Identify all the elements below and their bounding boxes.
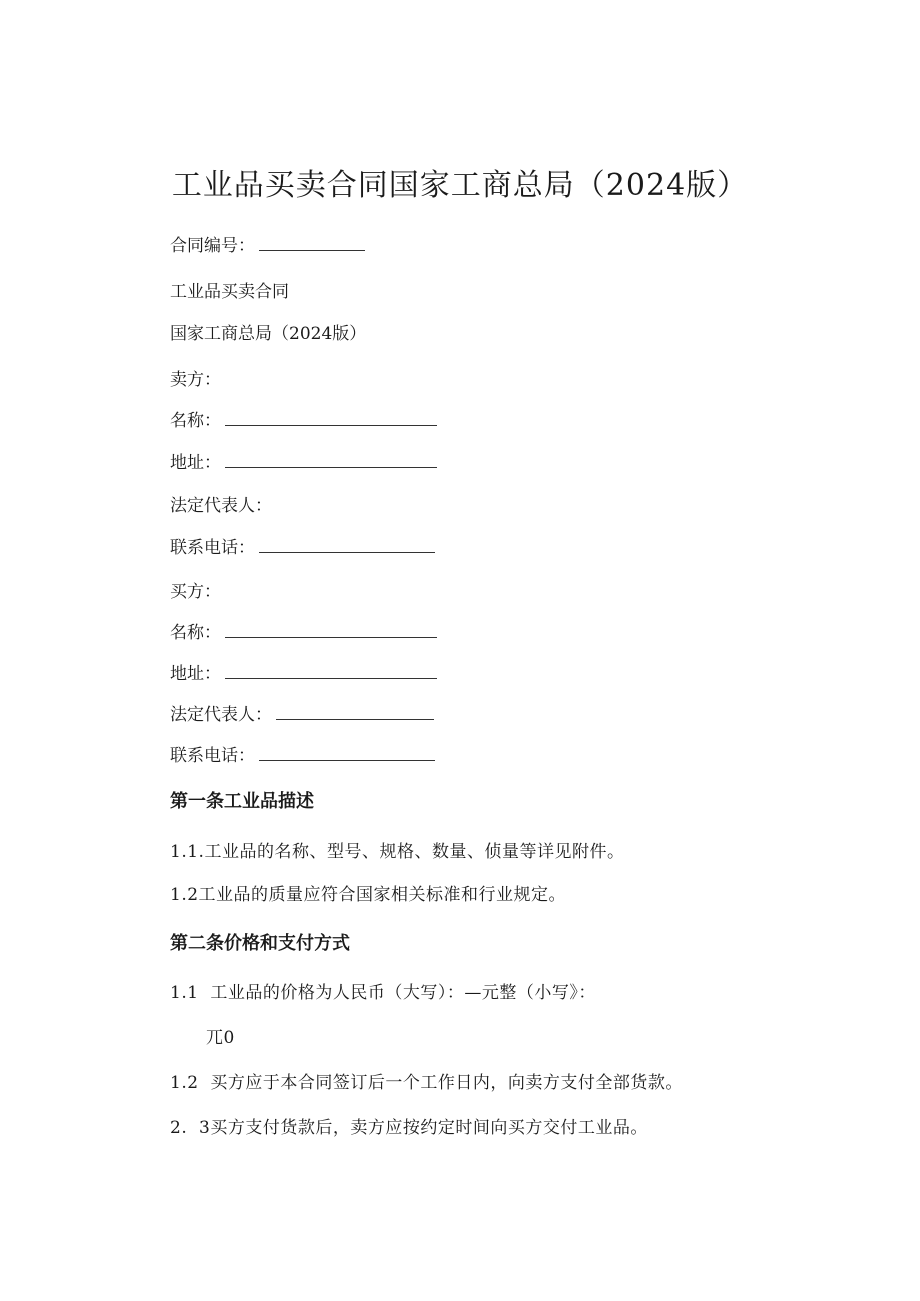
seller-phone-blank[interactable] bbox=[259, 536, 435, 553]
article-1-clause-2: 1.2工业品的质量应符合国家相关标准和行业规定。 bbox=[170, 885, 567, 905]
buyer-heading: 买方： bbox=[170, 582, 221, 602]
buyer-rep-line bbox=[170, 703, 434, 727]
buyer-phone-label: 联系电话： bbox=[170, 746, 255, 766]
seller-heading: 卖方： bbox=[170, 370, 221, 390]
buyer-address-label: 地址： bbox=[170, 664, 221, 684]
seller-rep-label: 法定代表人： bbox=[170, 496, 272, 516]
buyer-rep-label: 法定代表人： bbox=[170, 705, 272, 725]
seller-rep-line bbox=[170, 494, 272, 518]
buyer-rep-blank[interactable] bbox=[276, 703, 434, 720]
contract-number-blank[interactable] bbox=[259, 234, 365, 251]
article-2-heading: 第二条价格和支付方式 bbox=[170, 933, 350, 954]
seller-name-label: 名称： bbox=[170, 411, 221, 431]
buyer-name-label: 名称： bbox=[170, 623, 221, 643]
buyer-address-line bbox=[170, 662, 437, 686]
article-1-heading: 第一条工业品描述 bbox=[170, 791, 314, 812]
buyer-phone-line bbox=[170, 744, 435, 768]
subtitle-issuer: 国家工商总局（2024版） bbox=[170, 324, 367, 344]
seller-address-blank[interactable] bbox=[225, 451, 437, 468]
seller-phone-line bbox=[170, 536, 435, 560]
seller-address-line bbox=[170, 451, 437, 475]
article-1-clause-1: 1.1.工业品的名称、型号、规格、数量、侦量等详见附件。 bbox=[170, 842, 625, 862]
contract-number-line bbox=[170, 234, 365, 258]
buyer-name-line bbox=[170, 621, 437, 645]
subtitle-contract-type: 工业品买卖合同 bbox=[170, 282, 289, 302]
article-2-clause-1-continued: 兀0 bbox=[206, 1028, 235, 1048]
article-2-clause-1: 1.1 工业品的价格为人民币（大写）：—元整（小写》： bbox=[170, 983, 596, 1003]
buyer-address-blank[interactable] bbox=[225, 662, 437, 679]
article-2-clause-3: 2. 3买方支付货款后，卖方应按约定时间向买方交付工业品。 bbox=[170, 1118, 648, 1138]
contract-number-label: 合同编号： bbox=[170, 236, 255, 256]
seller-phone-label: 联系电话： bbox=[170, 538, 255, 558]
seller-name-line bbox=[170, 409, 437, 433]
document-title: 工业品买卖合同国家工商总局（2024版） bbox=[171, 168, 749, 203]
buyer-phone-blank[interactable] bbox=[259, 744, 435, 761]
seller-address-label: 地址： bbox=[170, 453, 221, 473]
buyer-name-blank[interactable] bbox=[225, 621, 437, 638]
article-2-clause-2: 1.2 买方应于本合同签订后一个工作日内，向卖方支付全部货款。 bbox=[170, 1073, 683, 1093]
seller-name-blank[interactable] bbox=[225, 409, 437, 426]
